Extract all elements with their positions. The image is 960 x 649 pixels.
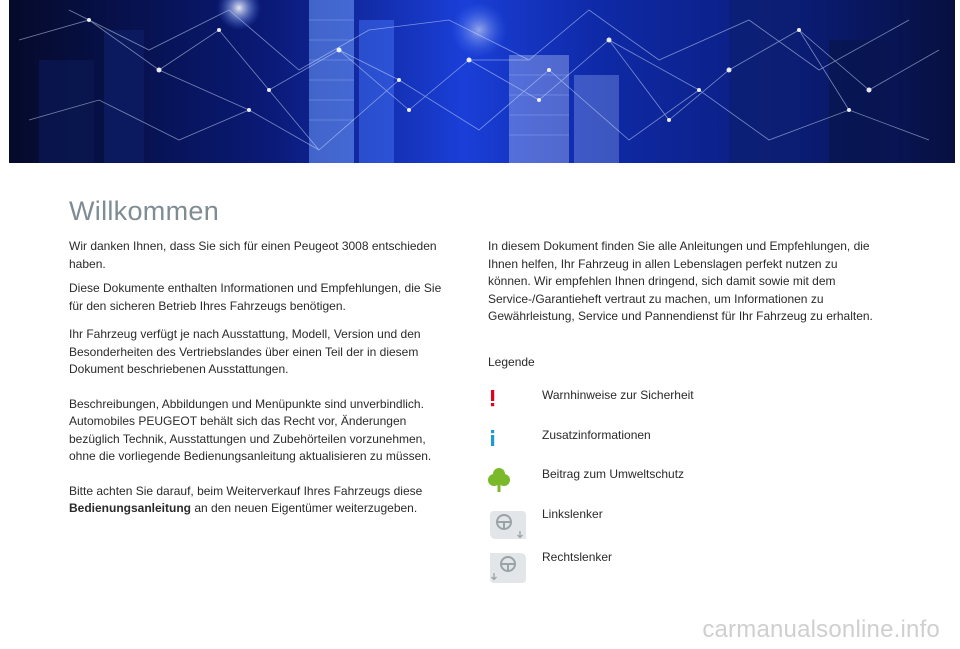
intro-paragraph-4: Beschreibungen, Abbildungen und Menüpunkte sind unverbindlich. Automobiles PEUGEOT behält sich das Recht vor, Änderungen bezüglich Technik, Ausstattungen und Zubehörteilen vorzunehmen, ohne die vorliegende Bedienungsanleitung aktualisieren zu müssen.	[69, 396, 432, 463]
header-banner-image	[9, 0, 955, 163]
warning-exclamation-icon	[488, 388, 528, 422]
info-icon	[488, 428, 528, 462]
page-title: Willkommen	[69, 196, 220, 226]
legend-item-left-hand-drive	[488, 507, 848, 547]
legend-item-warning	[488, 388, 848, 428]
intro-paragraph-5	[69, 483, 454, 518]
right-hand-drive-icon	[488, 551, 528, 585]
legend-label-environment: Beitrag zum Umweltschutz	[542, 467, 685, 481]
legend-title: Legende	[488, 355, 535, 369]
legend-label-info: Zusatzinformationen	[542, 428, 651, 442]
legend-label-warning: Warnhinweise zur Sicherheit	[542, 388, 694, 402]
tree-icon	[488, 467, 528, 501]
intro-paragraph-1: Wir danken Ihnen, dass Sie sich für einen Peugeot 3008 entschieden haben.	[69, 239, 437, 271]
intro-right-column	[488, 238, 873, 326]
intro-paragraph-2: Diese Dokumente enthalten Informationen und Empfehlungen, die Sie für den sicheren Betrieb Ihres Fahrzeugs benötigen.	[69, 281, 442, 313]
legend-label-right-hand-drive: Rechtslenker	[542, 550, 613, 564]
handover-text-suffix: an den neuen Eigentümer weiterzugeben.	[194, 501, 418, 515]
left-hand-drive-icon	[488, 509, 528, 543]
intro-paragraph-3: Ihr Fahrzeug verfügt je nach Ausstattung, Modell, Version und den Besonderheiten des Vertriebslandes über einen Teil der in diesem Dokument beschriebenen Ausstattungen.	[69, 327, 421, 376]
watermark-text: carmanualsonline.info	[702, 616, 940, 643]
intro-right-paragraph: In diesem Dokument finden Sie alle Anleitungen und Empfehlungen, die Ihnen helfen, Ihr Fahrzeug in allen Lebenslagen perfekt nutzen zu können. Wir empfehlen Ihnen dringend, sich damit sowie mit dem Service-/Garantieheft vertraut zu machen, um Informationen zu Gewährleistung, Service und Pannendienst für Ihr Fahrzeug zu erhalten.	[488, 239, 873, 323]
network-city-illustration	[9, 0, 955, 163]
legend-item-right-hand-drive	[488, 550, 848, 590]
handover-text-prefix: Bitte achten Sie darauf, beim Weiterverkauf Ihres Fahrzeugs diese	[69, 483, 423, 498]
legend-label-left-hand-drive: Linkslenker	[542, 507, 603, 521]
legend-item-environment	[488, 467, 848, 507]
intro-left-column	[69, 238, 454, 518]
handover-text-bold: Bedienungsanleitung	[69, 501, 192, 515]
legend-item-info	[488, 428, 848, 468]
